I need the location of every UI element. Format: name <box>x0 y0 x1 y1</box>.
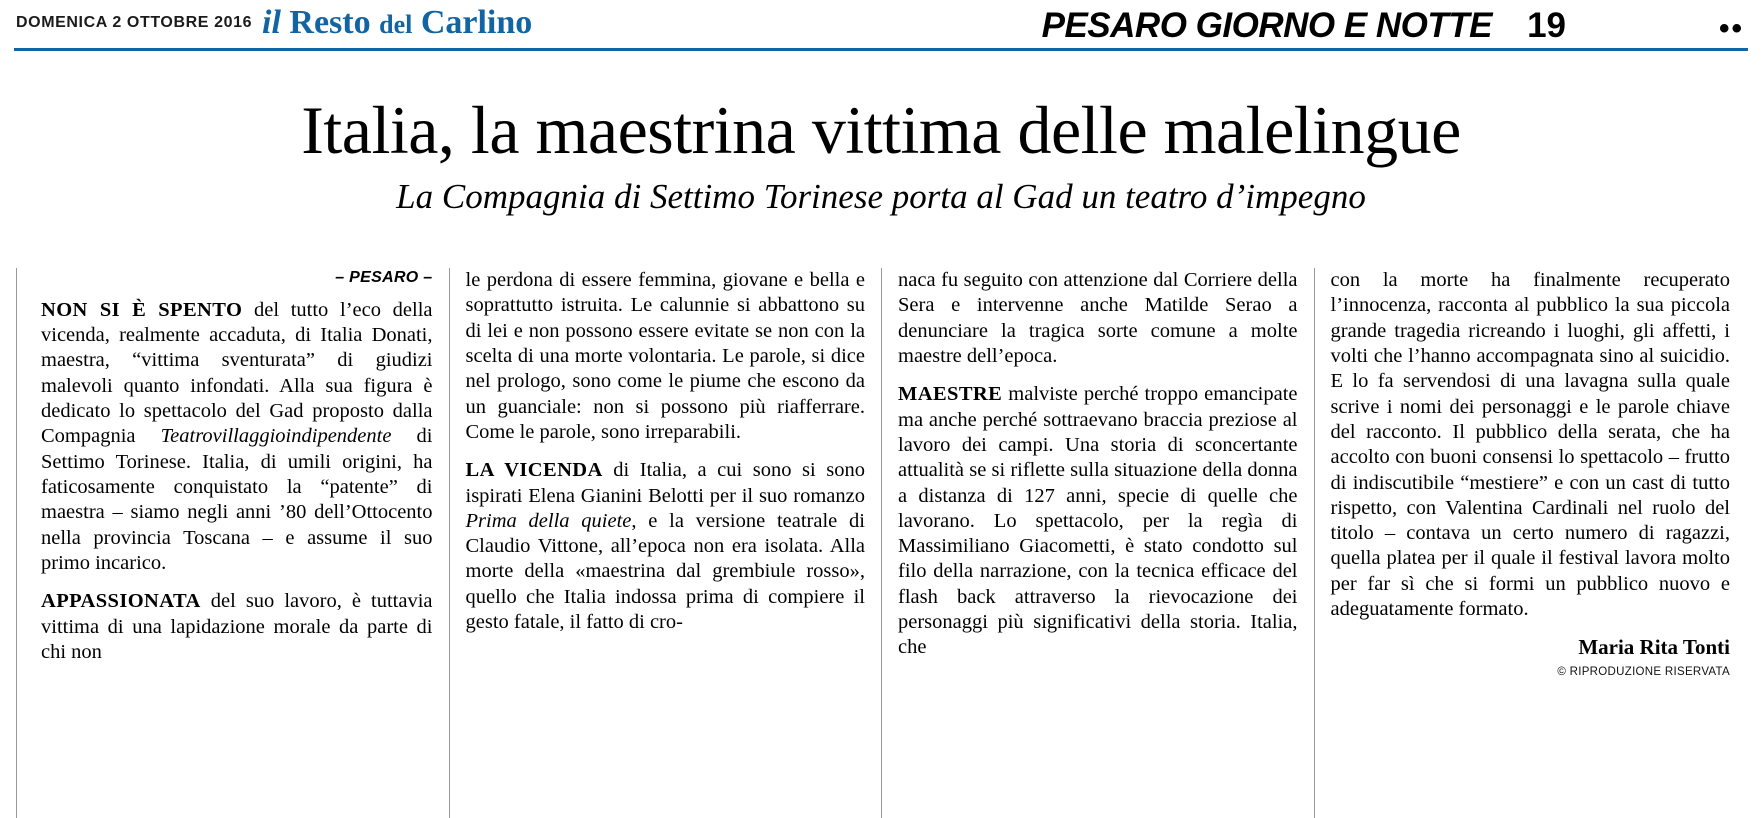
paragraph-text: le perdona di essere femmina, giovane e bella e soprattutto istruita. Le calunnie si abbattono su di lei e non possono essere evitate se non con la scelta di una morte volontaria. Le parole, si dice nel prologo, sono come le piume che escono da un guanciale: non si possono più riafferrare. Come le parole, sono irreparabili. <box>465 269 865 443</box>
article-byline: Maria Rita Tonti <box>1578 635 1730 660</box>
dateline: – PESARO – <box>335 269 433 286</box>
paragraph-text: naca fu seguito con attenzione dal Corriere della Sera e intervenne anche Matilde Serao a denunciare la tragica sorte comune a molte maestre dell’epoca. <box>898 269 1298 367</box>
logo-word-carlino: Carlino <box>420 4 533 41</box>
paragraph <box>41 589 433 665</box>
paragraph <box>1331 268 1731 622</box>
article-column-3 <box>881 268 1314 818</box>
ellipsis-icon: •• <box>1718 12 1744 45</box>
paragraph-lead: NON SI È SPENTO <box>41 298 243 321</box>
paragraph-text: malviste perché troppo emancipate ma anche perché sottraevano braccia preziose al lavoro dei campi. Una storia di sconcertante attualità se si riflette sulla situazione della donna a distanza di 127 anni, specie di quelle che lavorano. Lo spettacolo, per la regìa di Massimiliano Giacometti, è stato condotto sul filo della narrazione, con la tecnica efficace del flash back attraverso la rievocazione dei personaggi più significativi della storia. Italia, che <box>898 383 1298 659</box>
article-column-2 <box>449 268 882 818</box>
paragraph-text: con la morte ha finalmente recuperato l’innocenza, racconta al pubblico la sua piccola grande tragedia ricreando i luoghi, gli affetti, i volti che l’hanno accompagnata sino al suicidio. E lo fa servendosi di una lavagna sulla quale scrive i nomi dei personaggi e le parole chiave del racconto. Il pubblico della serata, che ha accolto con buoni consensi lo spettacolo – frutto di indiscutibile “mestiere” e con un cast di tutto rispetto, con Valentina Cardinali nel ruolo del titolo – contava un certo numero di ragazzi, quella platea per il quale il festival lavora molto per far sì che si formi un pubblico nuovo e adeguatamente formato. <box>1330 269 1730 621</box>
paragraph <box>898 268 1298 369</box>
masthead <box>0 0 1762 50</box>
copyright-notice: © RIPRODUZIONE RISERVATA <box>1557 666 1730 679</box>
paragraph-text: del tutto l’eco della vicenda, realmente accaduta, di Italia Donati, maestra, “vittima sventurata” di giudizi malevoli quanto infondati. Alla sua figura è dedicato lo spettacolo del Gad proposto dalla Compagnia <box>41 298 433 448</box>
paragraph-lead: LA VICENDA <box>465 459 603 482</box>
logo-word-il: il <box>262 4 281 41</box>
masthead-date: DOMENICA 2 OTTOBRE 2016 <box>16 14 253 31</box>
paragraph-italic: Prima della quiete <box>465 509 632 532</box>
masthead-divider <box>14 48 1748 51</box>
newspaper-logo <box>262 4 532 42</box>
paragraph-lead: APPASSIONATA <box>41 590 201 613</box>
logo-word-del: del <box>379 10 413 39</box>
paragraph-lead: MAESTRE <box>898 383 1003 406</box>
paragraph <box>898 382 1298 660</box>
page-title: Italia, la maestrina vittima delle malelingue <box>301 92 1461 168</box>
paragraph-italic: Teatrovillaggioindipendente <box>160 425 392 448</box>
paragraph-text-cont: di Settimo Torinese. Italia, di umili origini, ha faticosamente conquistato la “patente” di maestra – siamo negli anni ’80 dell’Ottocento nella provincia Toscana – e assume il suo primo incarico. <box>41 425 433 574</box>
article-subhead: La Compagnia di Settimo Torinese porta al Gad un teatro d’impegno <box>396 177 1366 216</box>
paragraph-text: di Italia, a cui sono si sono ispirati Elena Gianini Belotti per il suo romanzo <box>465 459 865 507</box>
section-title: PESARO GIORNO E NOTTE <box>1041 6 1492 45</box>
paragraph <box>41 298 433 576</box>
page-number: 19 <box>1527 6 1566 45</box>
article-column-4 <box>1314 268 1747 818</box>
column-container <box>16 268 1746 818</box>
logo-word-resto: Resto <box>289 4 371 41</box>
paragraph-text-cont: , e la versione teatrale di Claudio Vittone, all’epoca non era isolata. Alla morte della «maestrina dal grembiule rosso», quello che Italia indossa prima di compiere il gesto fatale, il fatto di cro- <box>465 509 865 634</box>
paragraph-text: del suo lavoro, è tuttavia vittima di una lapidazione morale da parte di chi non <box>41 590 433 663</box>
article-body <box>0 268 1762 818</box>
paragraph <box>466 458 866 635</box>
article-column-1 <box>16 268 449 818</box>
paragraph <box>466 268 866 445</box>
